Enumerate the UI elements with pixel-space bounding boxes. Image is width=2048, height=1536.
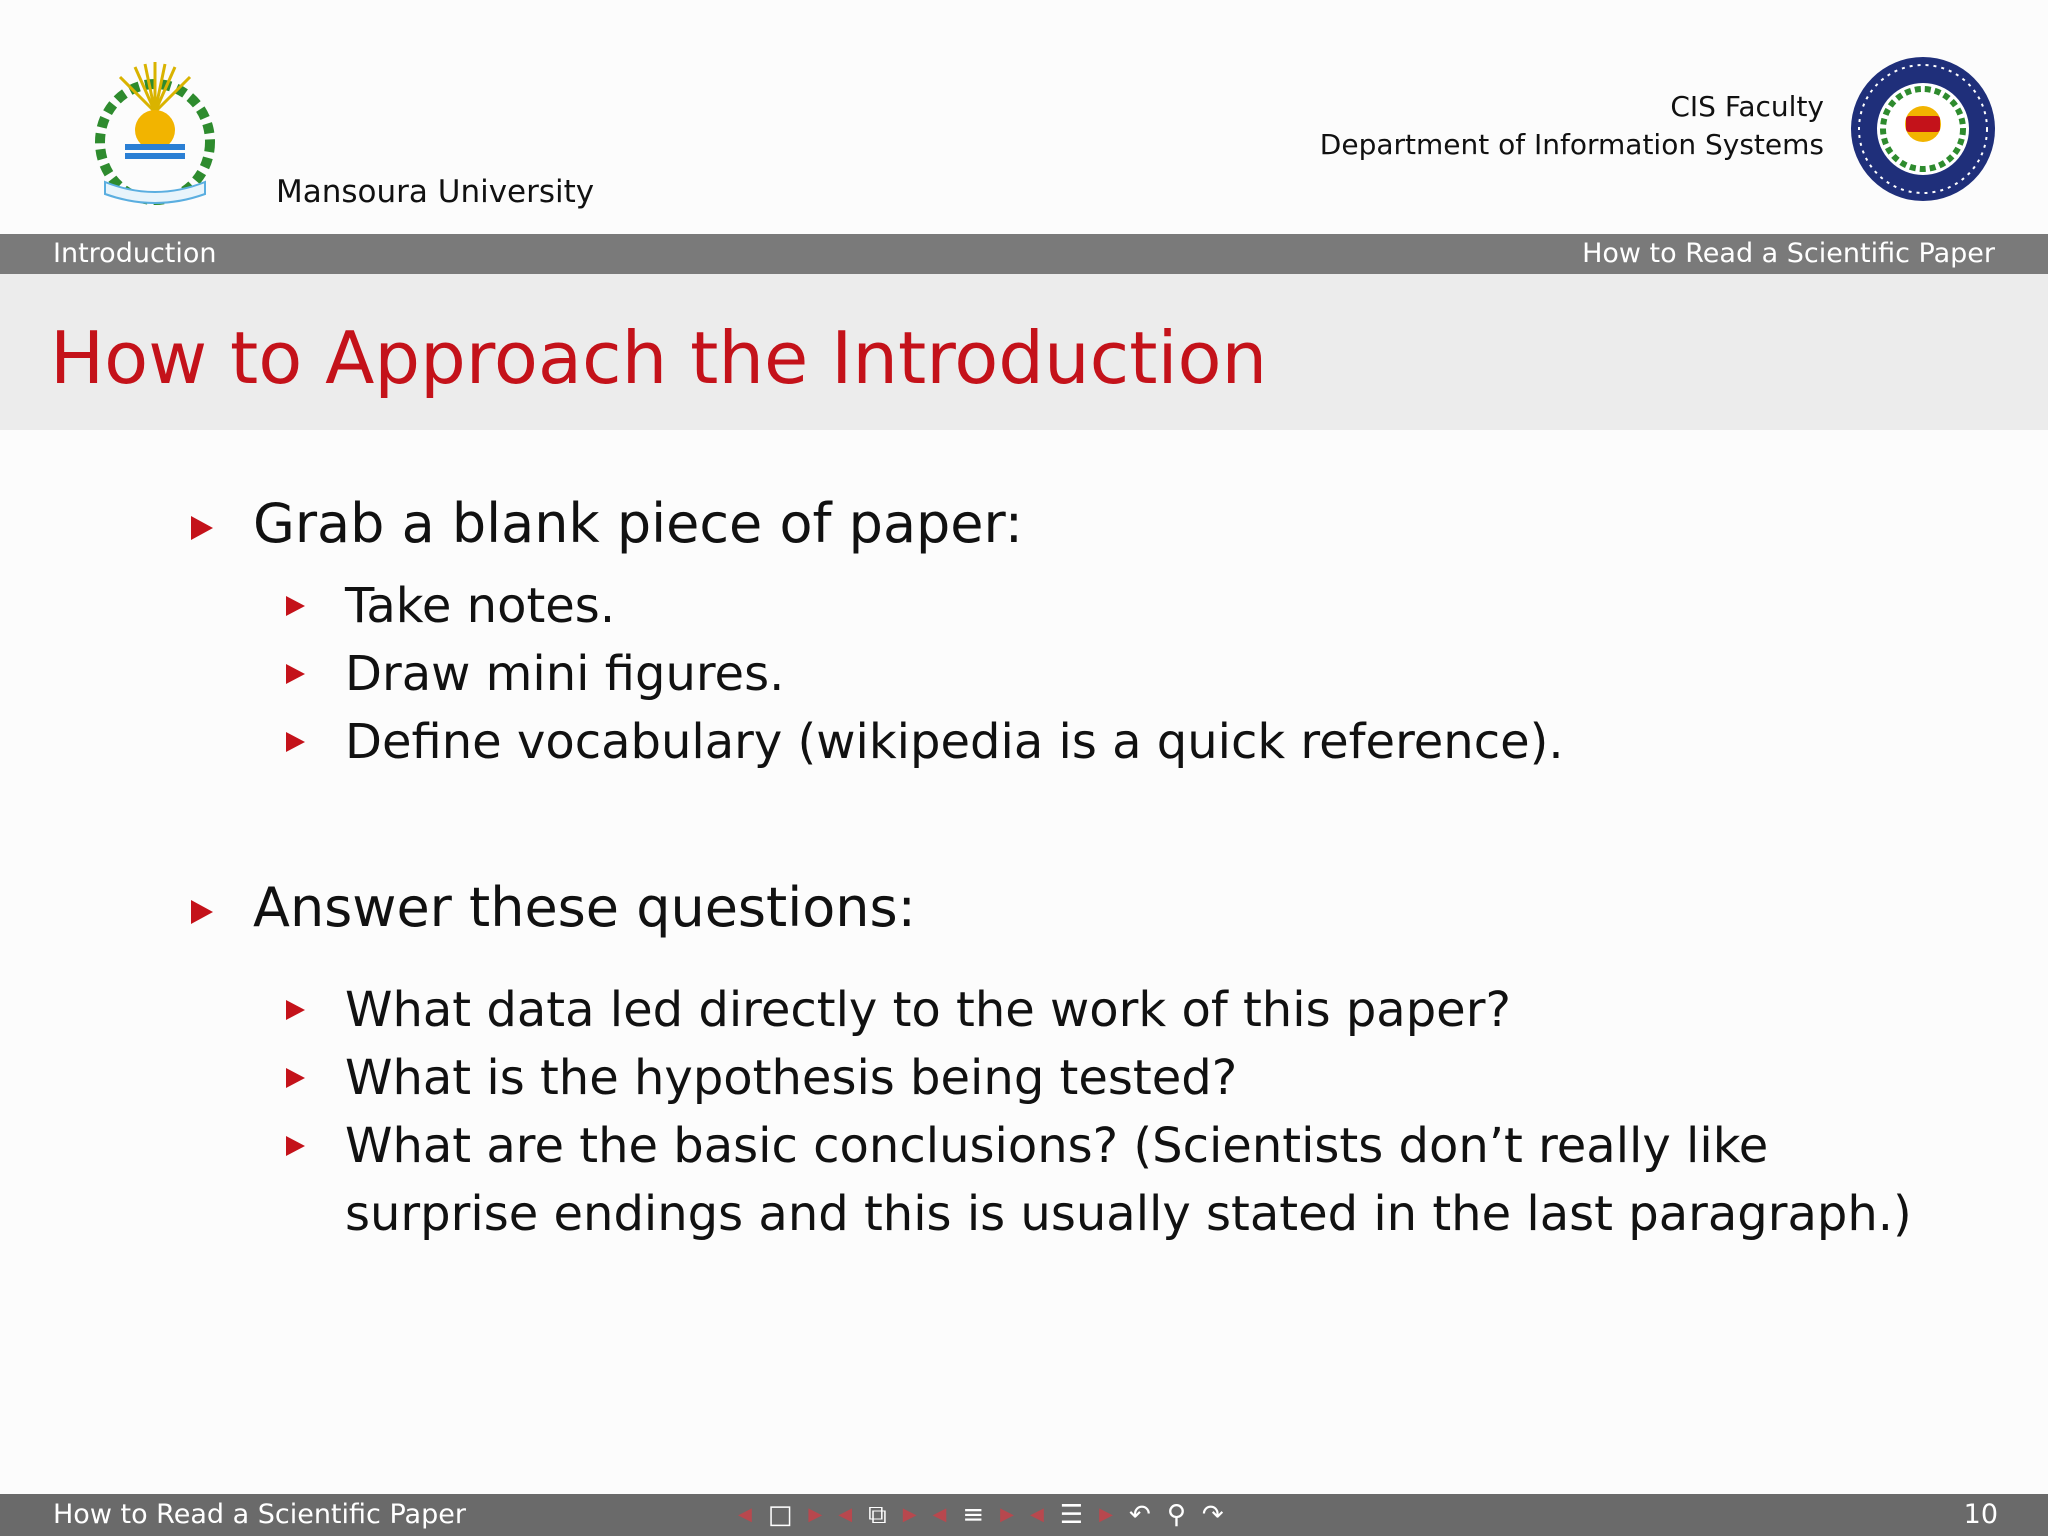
section-bar [0,234,2048,274]
next-frame-icon[interactable]: ▶ [902,1504,917,1525]
mansoura-university-logo [80,52,230,212]
cis-faculty-logo [1848,54,1998,204]
footer-title: How to Read a Scientific Paper [53,1499,466,1530]
prev-subsection-icon[interactable]: ◀ [932,1504,947,1525]
sub-bullet-marker [286,664,305,684]
forward-icon[interactable]: ↷ [1201,1500,1224,1530]
subsection-icon[interactable]: ≡ [962,1500,985,1530]
sub-bullet-item-continued: surprise endings and this is usually stated in the last paragraph.) [345,1186,1912,1242]
page-number: 10 [1963,1499,1998,1530]
sub-bullet-marker [286,596,305,616]
sub-bullet-item: What data led directly to the work of this paper? [345,982,1511,1038]
sub-bullet-marker [286,1000,305,1020]
slide-content [0,430,2048,1494]
section-icon[interactable]: ☰ [1059,1500,1084,1530]
sub-bullet-item: What are the basic conclusions? (Scientists don’t really like [345,1118,1769,1174]
sub-bullet-item: Draw mini figures. [345,646,785,702]
bullet-item: Answer these questions: [253,876,916,939]
search-icon[interactable]: ⚲ [1166,1500,1186,1530]
prev-slide-icon[interactable]: ◀ [738,1504,752,1525]
slide-title: How to Approach the Introduction [50,316,1268,400]
sub-bullet-item: Take notes. [345,578,616,634]
next-section-icon[interactable]: ▶ [1099,1504,1114,1525]
presentation-title: How to Read a Scientific Paper [1582,238,1995,269]
bullet-item: Grab a blank piece of paper: [253,492,1023,555]
prev-frame-icon[interactable]: ◀ [838,1504,853,1525]
bullet-marker [191,516,213,540]
back-icon[interactable]: ↶ [1129,1500,1151,1530]
slide-footer [0,1494,2048,1536]
title-band [0,274,2048,430]
next-subsection-icon[interactable]: ▶ [1000,1504,1015,1525]
sub-bullet-item: What is the hypothesis being tested? [345,1050,1238,1106]
sub-bullet-marker [286,732,305,752]
prev-section-icon[interactable]: ◀ [1030,1504,1044,1525]
frames-icon[interactable]: ⧉ [868,1500,887,1530]
section-name: Introduction [53,238,217,269]
beamer-navigation [730,1494,1232,1536]
slide-frame-icon[interactable]: □ [767,1500,793,1530]
slide-header [0,0,2048,234]
sub-bullet-marker [286,1068,305,1088]
bullet-marker [191,900,213,924]
faculty-name: CIS Faculty [1670,90,1824,123]
department-name: Department of Information Systems [1319,128,1824,161]
faculty-info [1320,88,1824,164]
university-name: Mansoura University [276,174,595,210]
sub-bullet-marker [286,1136,305,1156]
sub-bullet-item: Define vocabulary (wikipedia is a quick reference). [345,714,1564,770]
next-slide-icon[interactable]: ▶ [808,1504,823,1525]
